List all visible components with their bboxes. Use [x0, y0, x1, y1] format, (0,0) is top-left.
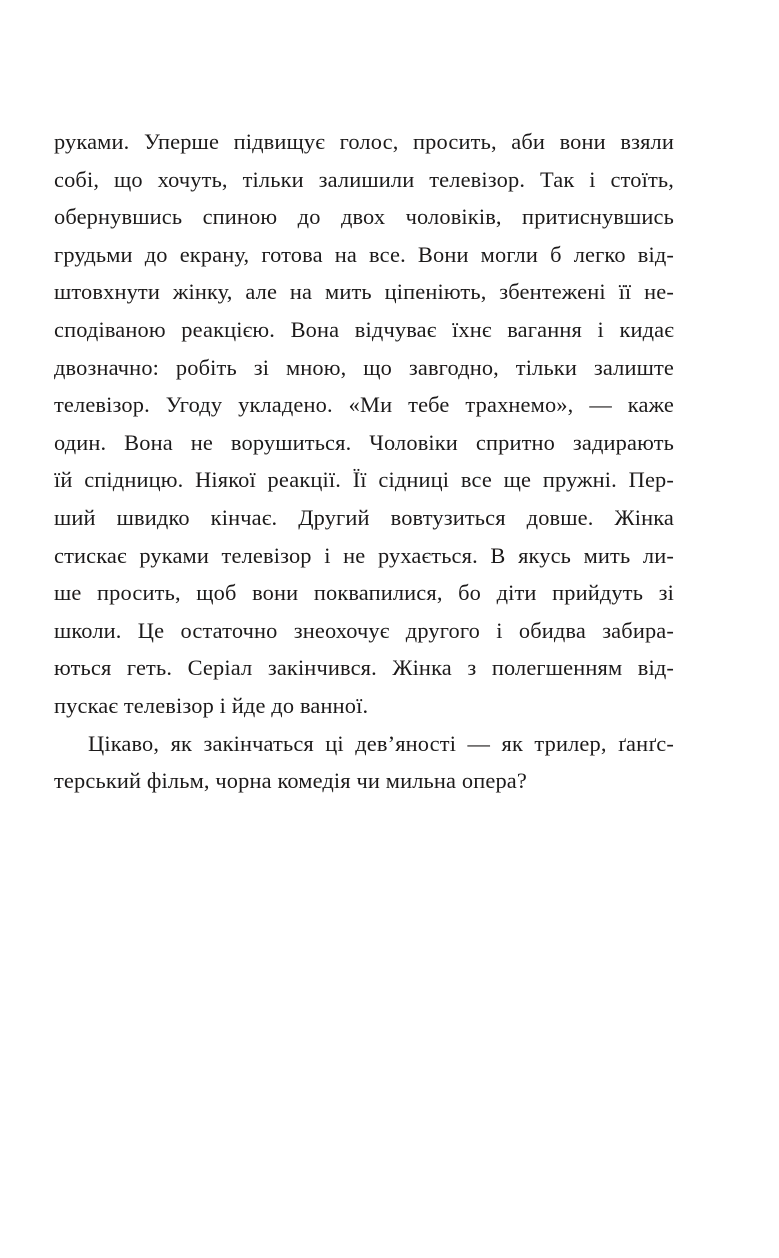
text-line: терський фільм, чорна комедія чи мильна опера? [54, 768, 527, 794]
text-line: грудьми до екрану, готова на все. Вони могли б легко від- [54, 241, 674, 267]
text-line: школи. Це остаточно знеохочує другого і обидва забира- [54, 617, 674, 643]
text-line: пускає телевізор і йде до ванної. [54, 692, 369, 718]
text-line: їй спідницю. Ніякої реакції. Її сідниці все ще пружні. Пер- [54, 467, 674, 493]
paragraph [54, 725, 674, 800]
text-line: ше просить, щоб вони поквапилися, бо діти прийдуть зі [54, 580, 674, 606]
text-line: сподіваною реакцією. Вона відчуває їхнє вагання і кидає [54, 316, 674, 342]
text-line: ються геть. Серіал закінчився. Жінка з полегшенням від- [54, 655, 674, 681]
text-line: телевізор. Угоду укладено. «Ми тебе трахнемо», — каже [54, 392, 674, 418]
text-line: Цікаво, як закінчаться ці дев’яності — як трилер, ґанґс- [88, 730, 674, 756]
text-line: один. Вона не ворушиться. Чоловіки спритно задирають [54, 429, 674, 455]
text-line: двозначно: робіть зі мною, що завгодно, тільки залиште [54, 354, 674, 380]
text-line: обернувшись спиною до двох чоловіків, притиснувшись [54, 204, 674, 230]
text-line: руками. Уперше підвищує голос, просить, аби вони взяли [54, 129, 674, 154]
body-text [54, 123, 674, 800]
paragraph [54, 123, 674, 725]
text-line: стискає руками телевізор і не рухається. В якусь мить ли- [54, 542, 674, 568]
text-line: штовхнути жінку, але на мить ціпеніють, збентежені її не- [54, 279, 674, 305]
text-line: ший швидко кінчає. Другий вовтузиться довше. Жінка [54, 504, 674, 530]
text-line: собі, що хочуть, тільки залишили телевізор. Так і стоїть, [54, 166, 674, 192]
